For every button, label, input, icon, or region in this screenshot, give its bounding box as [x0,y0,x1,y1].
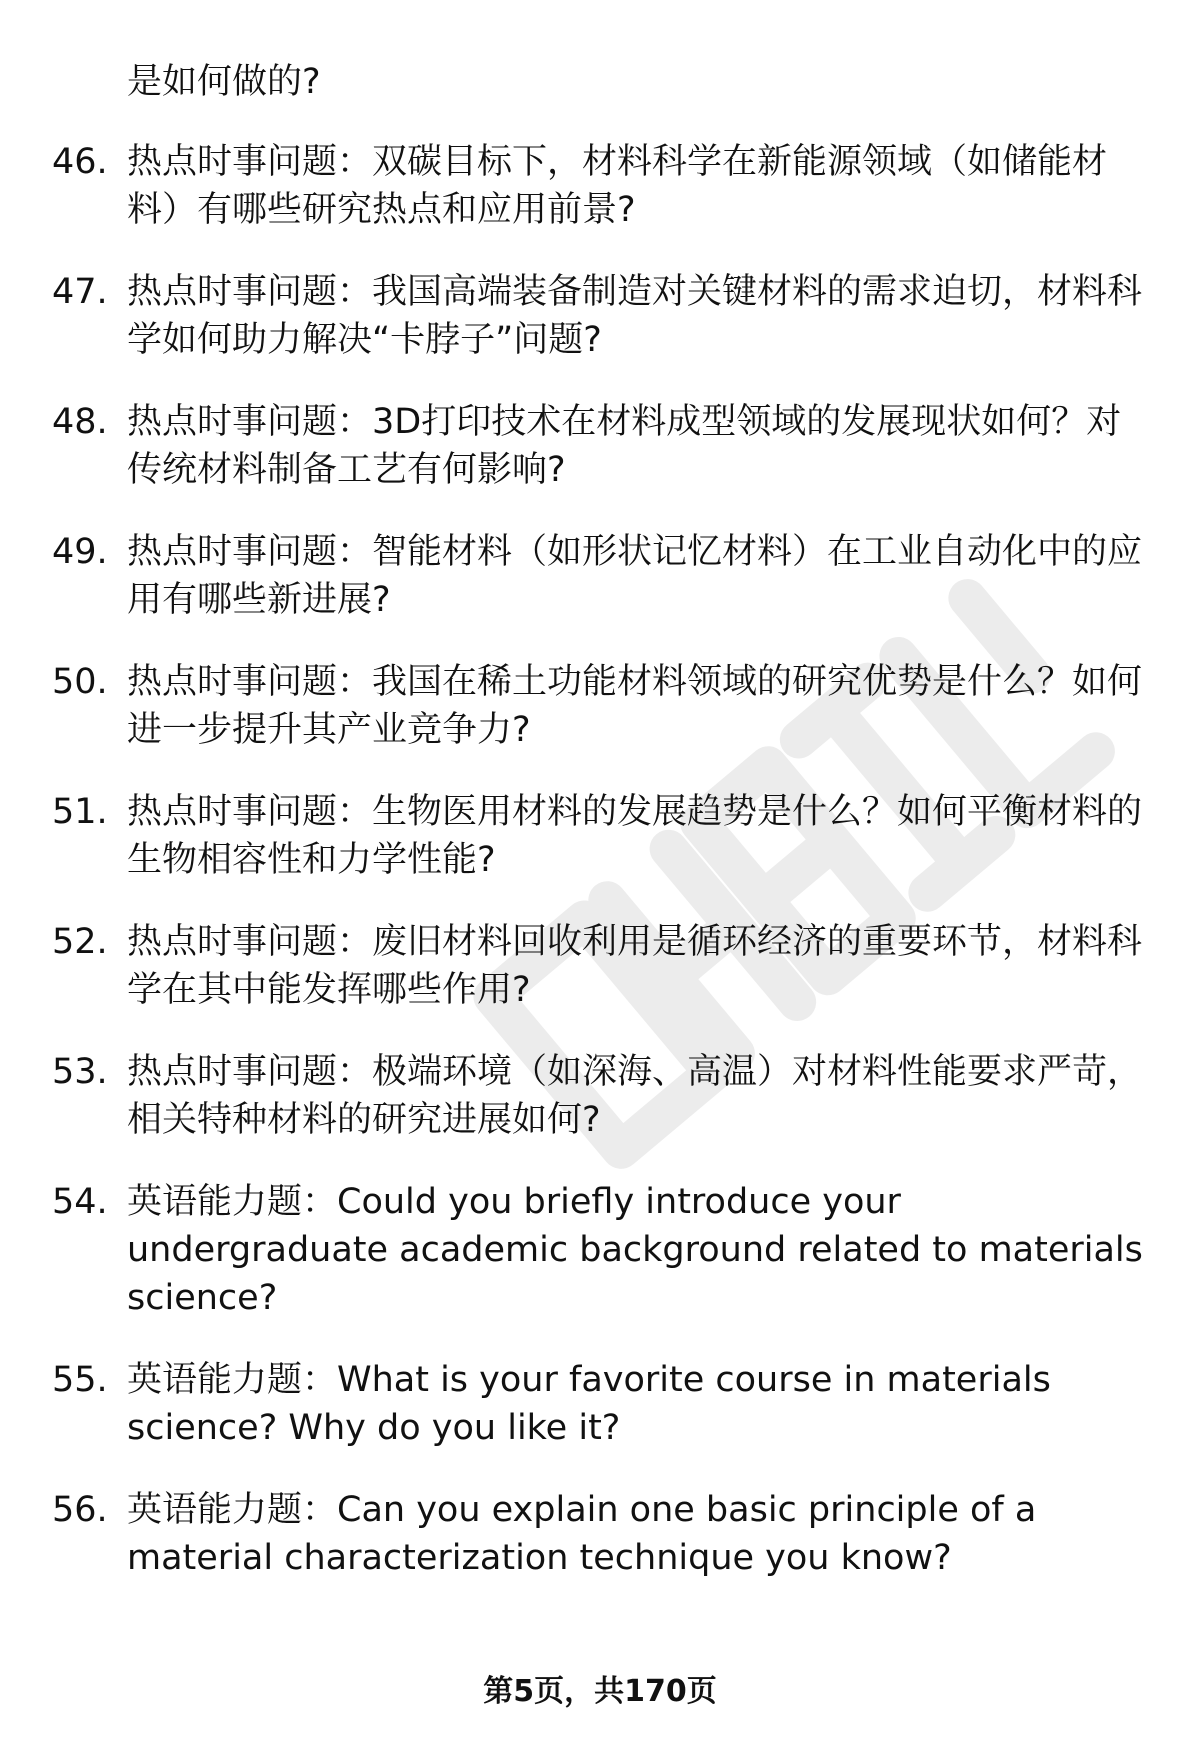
list-item [0,658,1200,754]
question-number: 50. [52,662,108,702]
list-item [0,1048,1200,1144]
question-list [0,138,1200,1616]
list-item [0,138,1200,234]
question-text: 热点时事问题：废旧材料回收利用是循环经济的重要环节，材料科学在其中能发挥哪些作用? [127,922,1143,1010]
question-number: 52. [52,922,108,962]
list-item [0,398,1200,494]
question-number: 47. [52,272,108,312]
question-text: 热点时事问题：生物医用材料的发展趋势是什么？如何平衡材料的生物相容性和力学性能? [127,792,1143,880]
question-text: 热点时事问题：极端环境（如深海、高温）对材料性能要求严苛，相关特种材料的研究进展如何? [127,1052,1143,1140]
list-item [0,528,1200,624]
question-text: 热点时事问题：智能材料（如形状记忆材料）在工业自动化中的应用有哪些新进展? [127,532,1143,620]
question-text: 热点时事问题：3D打印技术在材料成型领域的发展现状如何？对传统材料制备工艺有何影响? [127,402,1122,490]
list-item [0,1486,1200,1582]
question-number: 56. [52,1490,108,1530]
continuation-text: 是如何做的? [127,62,321,102]
list-item [0,1178,1200,1322]
question-text: 英语能力题：Can you explain one basic principle of a material characterization technique you know? [127,1490,1037,1578]
question-number: 53. [52,1052,108,1092]
question-text: 热点时事问题：我国高端装备制造对关键材料的需求迫切，材料科学如何助力解决“卡脖子”问题? [127,272,1143,360]
question-number: 49. [52,532,108,572]
list-item [0,788,1200,884]
question-text: 热点时事问题：我国在稀土功能材料领域的研究优势是什么？如何进一步提升其产业竞争力? [127,662,1143,750]
question-number: 46. [52,142,108,182]
list-item [0,1356,1200,1452]
question-number: 48. [52,402,108,442]
list-item [0,268,1200,364]
list-item [0,918,1200,1014]
question-text: 英语能力题：What is your favorite course in materials science? Why do you like it? [127,1360,1051,1448]
question-text: 热点时事问题：双碳目标下，材料科学在新能源领域（如储能材料）有哪些研究热点和应用前景? [127,142,1108,230]
question-number: 55. [52,1360,108,1400]
page-number-footer: 第5页，共170页 [483,1674,717,1709]
question-text: 英语能力题：Could you briefly introduce your undergraduate academic background related to materials science? [127,1182,1143,1318]
question-number: 51. [52,792,108,832]
question-number: 54. [52,1182,108,1222]
